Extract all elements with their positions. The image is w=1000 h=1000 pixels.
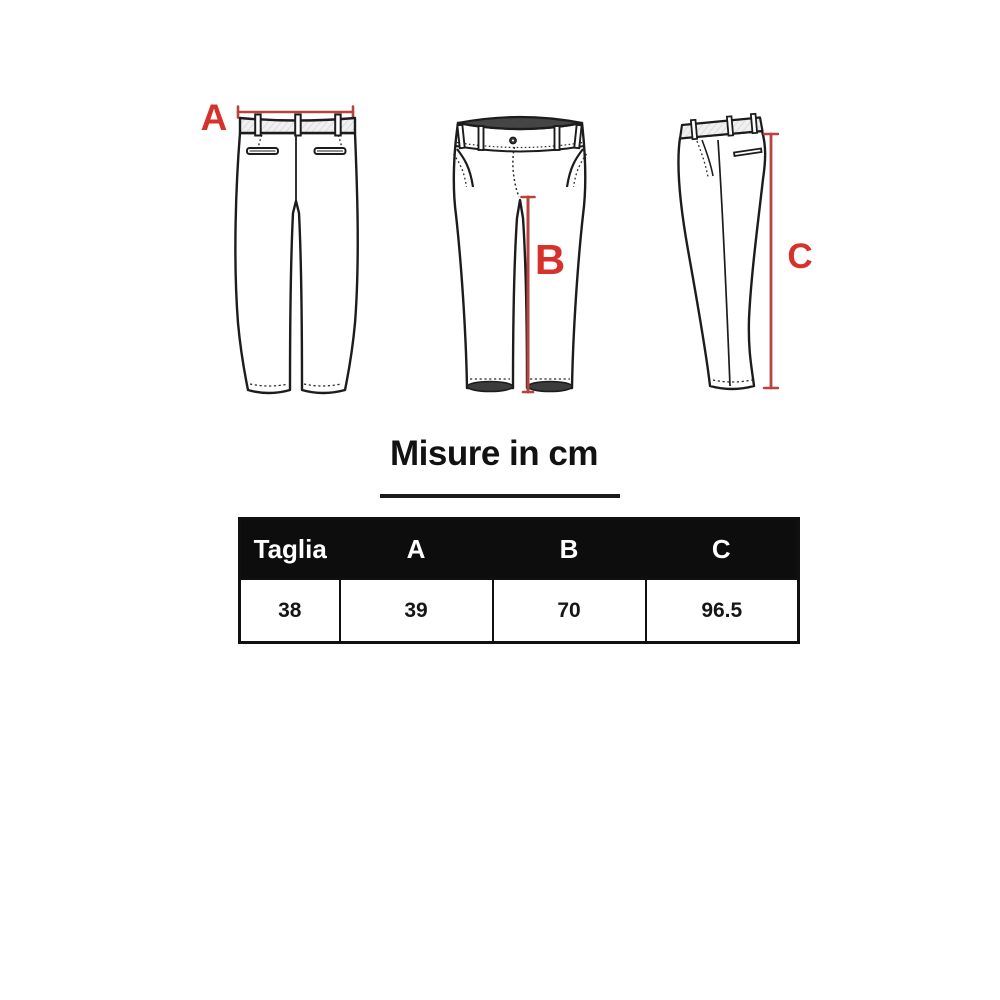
- measure-line-c: [764, 134, 778, 388]
- measure-label-b: B: [534, 236, 566, 283]
- cell-size: 38: [240, 579, 340, 643]
- front-button: [510, 137, 517, 144]
- cell-measure-c: 96.5: [646, 579, 799, 643]
- figure-pants-front: [440, 105, 600, 405]
- figure-pants-back: [205, 88, 375, 408]
- pants-back-drawing: [205, 88, 375, 408]
- header-cell-a: A: [340, 519, 493, 580]
- pants-front-drawing: [440, 105, 600, 405]
- measure-label-c: C: [787, 237, 813, 276]
- title-underline: [380, 494, 620, 498]
- header-cell-c: C: [646, 519, 799, 580]
- pants-side-body: [678, 131, 765, 389]
- measure-label-a: A: [200, 97, 228, 138]
- size-table-row: [240, 579, 799, 643]
- cell-measure-b: 70: [493, 579, 646, 643]
- size-table-header-row: [240, 519, 799, 580]
- page-title: Misure in cm: [390, 434, 598, 473]
- header-cell-taglia: Taglia: [240, 519, 340, 580]
- cell-measure-a: 39: [340, 579, 493, 643]
- size-table: [238, 517, 800, 644]
- header-cell-b: B: [493, 519, 646, 580]
